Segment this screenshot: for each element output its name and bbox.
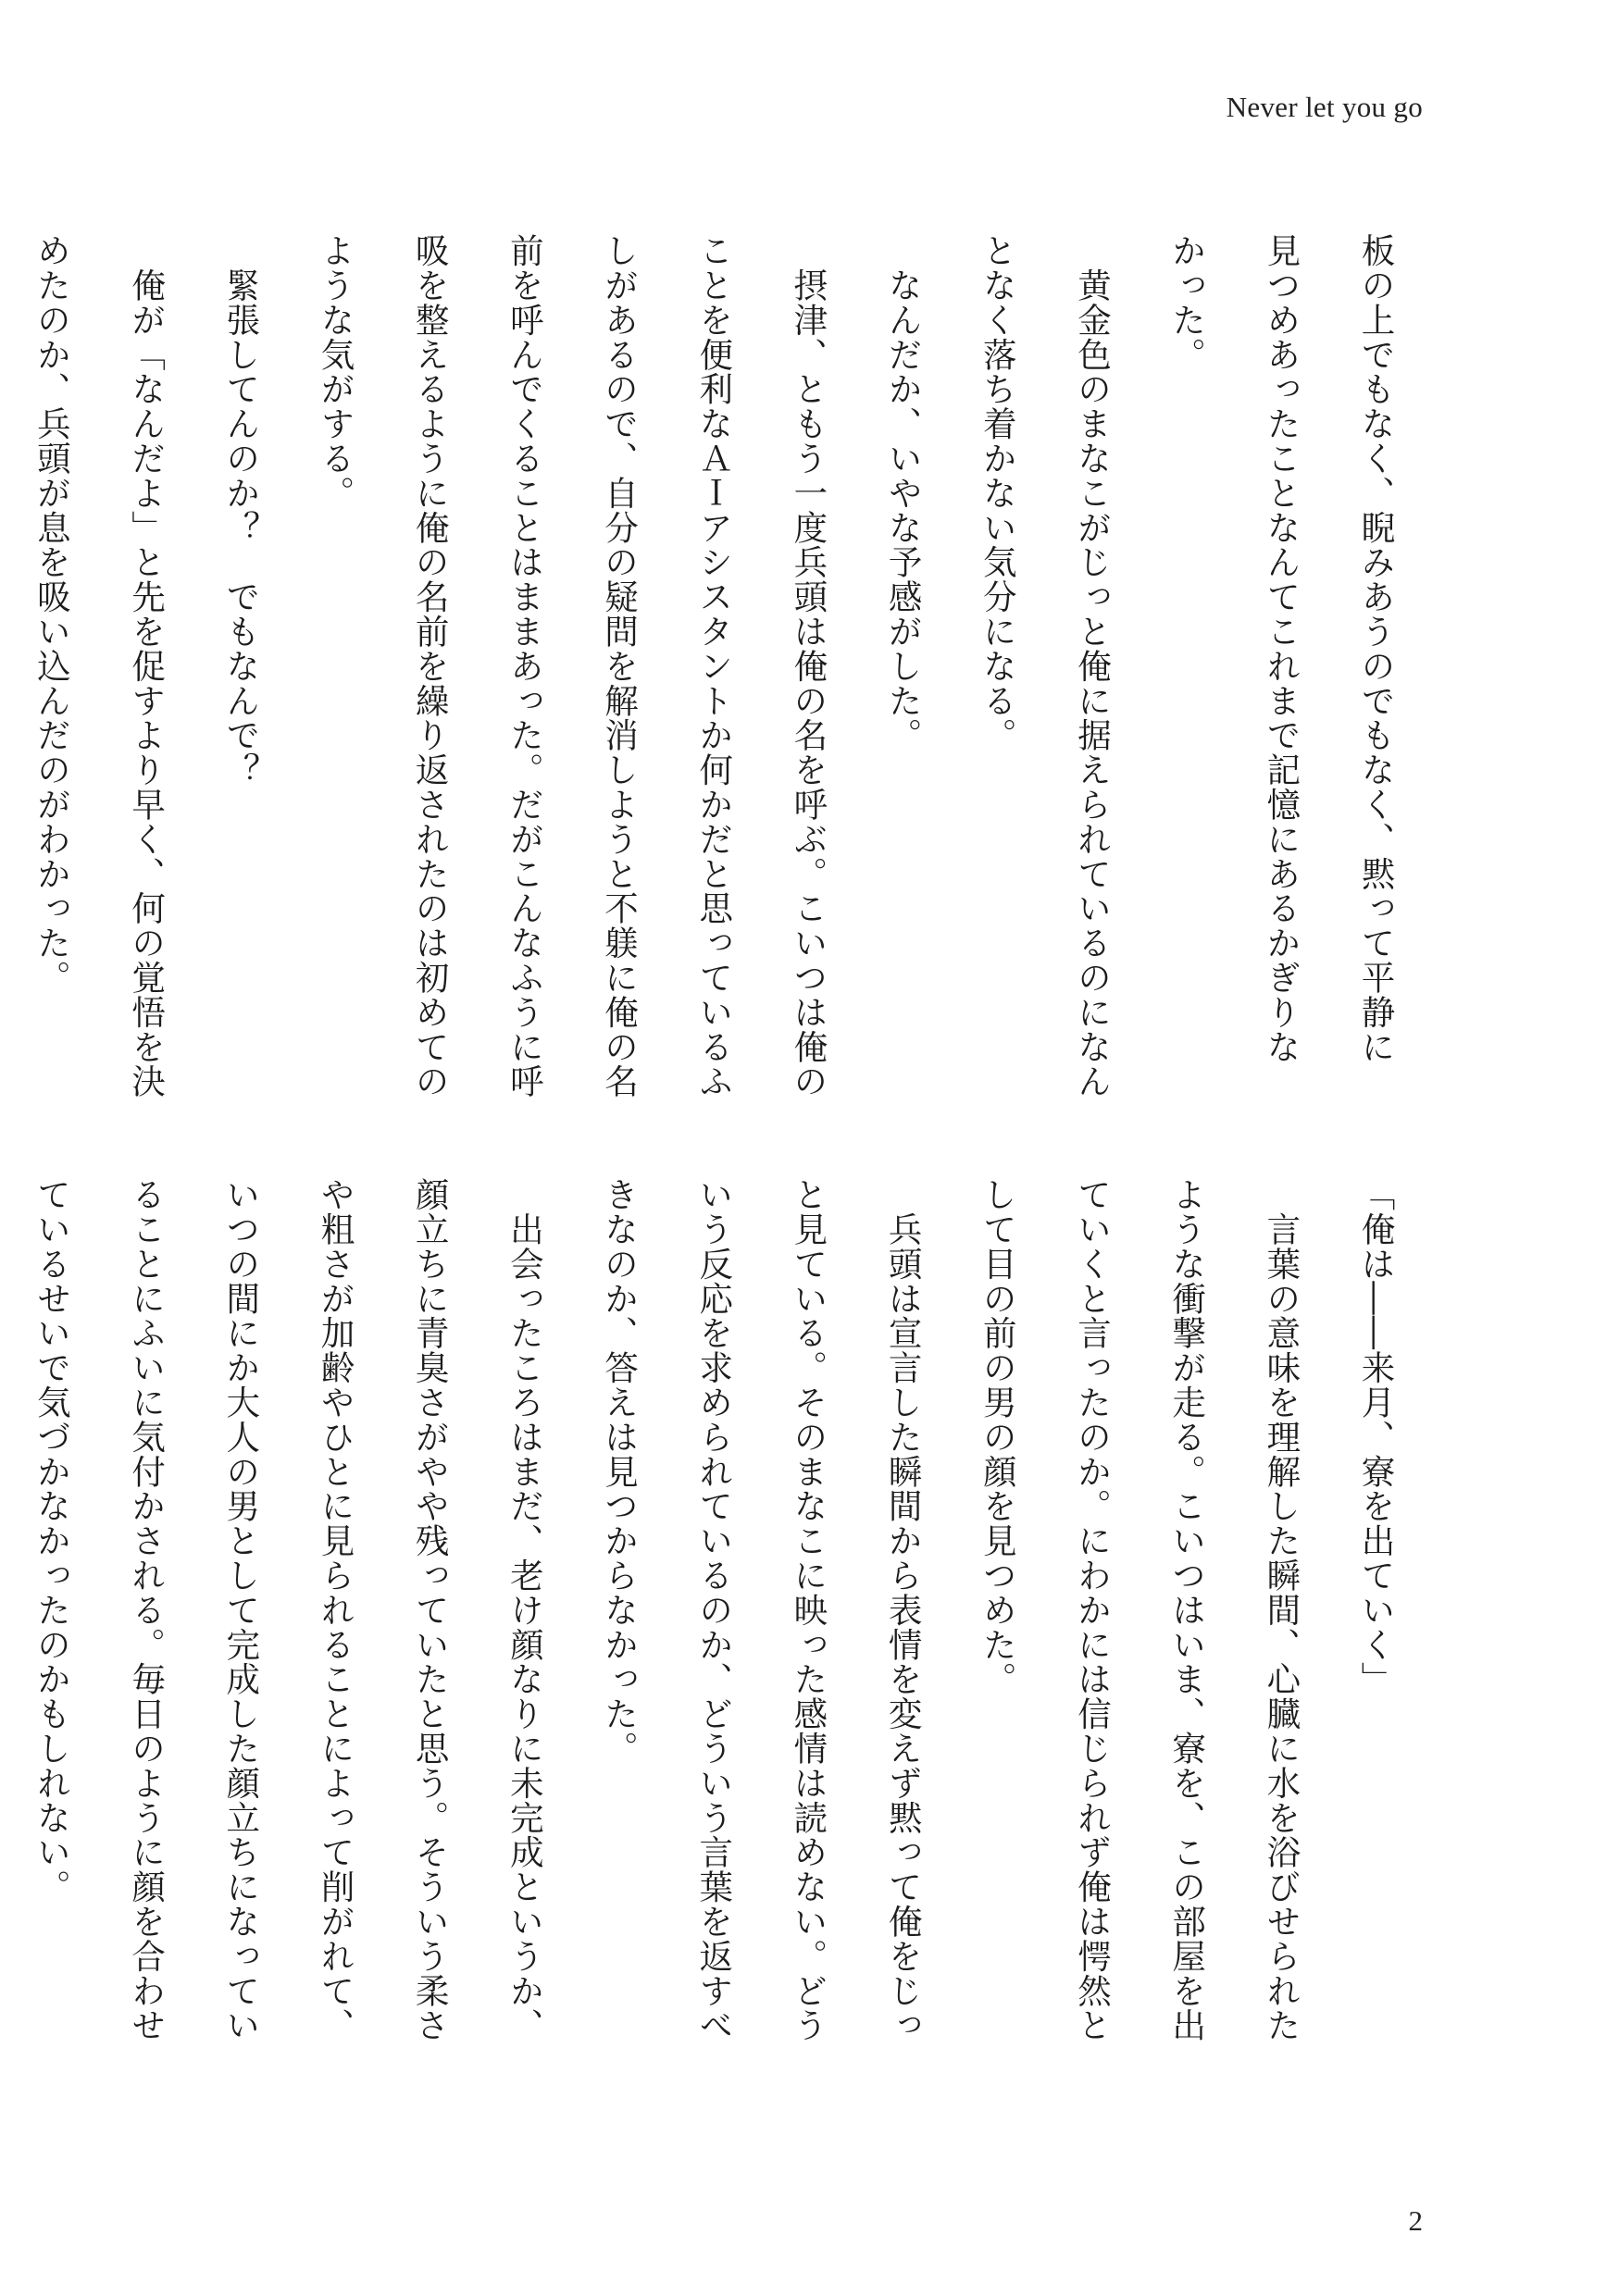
paragraph: 兵頭は宣言した瞬間から表情を変えず黙って俺をじっ と見ている。そのまなこに映った感情は読めない。どう いう反応を求められているのか、どういう言葉を返すべ きなのか、答えは見つからなかった。	[599, 1177, 924, 2042]
paragraph	[0, 233, 4, 1140]
paragraph: 俺が「なんだよ」と先を促すより早く、何の覚悟を決 めたのか、兵頭が息を吸い込んだのがわかった。	[31, 233, 167, 1098]
text-block-bottom	[31, 1177, 1423, 2084]
paragraph	[0, 1177, 4, 2084]
paragraph: 摂津、ともう一度兵頭は俺の名を呼ぶ。こいつは俺の ことを便利なＡＩアシスタントか何かだと思っているふ しがあるので、自分の疑問を解消しようと不躾に俺の名 前を呼んでくることはままあった。だがこんなふうに呼 吸を整えるように俺の名前を繰り返されたのは初めての ような気がする。	[315, 233, 828, 1098]
paragraph: 言葉の意味を理解した瞬間、心臓に水を浴びせられた ような衝撃が走る。こいつはいま、寮を、この部屋を出 ていくと言ったのか。にわかには信じられず俺は愕然と して目の前の男の顔を見つめた。	[978, 1177, 1301, 2042]
paragraph: 黄金色のまなこがじっと俺に据えられているのになん となく落ち着かない気分になる。	[978, 233, 1113, 1098]
running-header-title: Never let you go	[1226, 91, 1423, 123]
paragraph: 出会ったころはまだ、老け顔なりに未完成というか、 顔立ちに青臭さがやや残っていたと思う。そういう柔さ や粗さが加齢やひとに見られることによって削がれて、 いつの間にか大人の男として完成した顔立ちになってい ることにふいに気付かされる。毎日のように顔を合わせ ているせいで気づかなかったのかもしれない。	[31, 1177, 545, 2042]
paragraph: 板の上でもなく、睨みあうのでもなく、黙って平静に 見つめあったことなんてこれまで記憶にあるかぎりな かった。	[1166, 233, 1396, 1064]
text-block-top	[31, 233, 1423, 1140]
paragraph: 緊張してんのか？ でもなんで？	[220, 233, 261, 788]
paragraph: なんだか、いやな予感がした。	[883, 233, 924, 752]
dialogue-line: 「俺は――来月、寮を出ていく」	[1356, 1177, 1396, 1696]
page-number: 2	[1408, 2204, 1423, 2237]
